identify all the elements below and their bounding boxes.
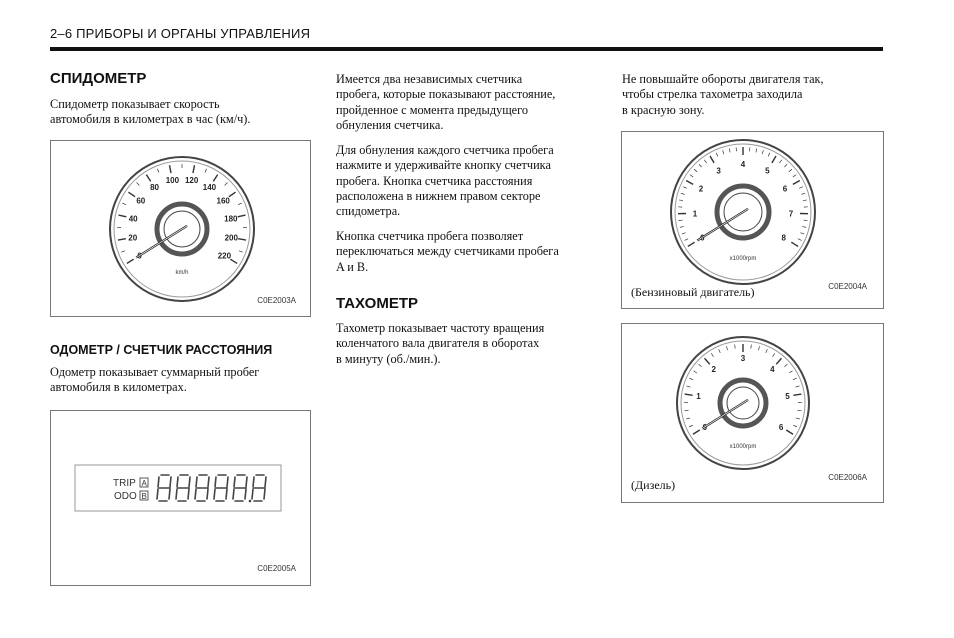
gauge-label: 7 — [788, 209, 794, 219]
figure-caption: (Дизель) — [631, 478, 676, 492]
speedometer-gauge — [51, 141, 310, 316]
gauge-tick — [793, 175, 796, 177]
gauge-tick — [685, 394, 693, 395]
gauge-tick — [690, 175, 693, 177]
gauge-tick — [688, 242, 695, 246]
gauge-tick — [716, 153, 718, 157]
figure-code: C0E2005A — [257, 564, 296, 573]
figure-code: C0E2004A — [828, 282, 867, 291]
gauge-label: 20 — [128, 233, 138, 243]
lcd-digit — [195, 475, 209, 501]
gauge-label: 220 — [217, 251, 232, 261]
gauge-label: 1 — [692, 209, 698, 219]
gauge-tick — [689, 425, 693, 427]
text-line: расположена в нижнем правом секторе — [336, 188, 541, 203]
gauge-tick — [169, 165, 171, 173]
gauge-tick — [686, 418, 690, 419]
gauge-tick — [685, 410, 689, 411]
odometer-figure — [50, 410, 311, 586]
trip-label: TRIP — [113, 478, 136, 489]
tachometer-heading: ТАХОМЕТР — [336, 295, 419, 312]
gauge-tick — [793, 394, 801, 395]
gauge-tick — [693, 430, 700, 434]
gauge-tick — [800, 233, 804, 234]
gauge-tick — [791, 242, 798, 246]
gauge-tick — [719, 349, 721, 353]
gauge-label: 120 — [184, 175, 199, 185]
text-line: Не повышайте обороты двигателя так, — [622, 72, 824, 86]
gauge-label: 100 — [165, 175, 180, 185]
lcd-digit — [157, 475, 171, 501]
gauge-tick — [758, 346, 759, 350]
gauge-tick — [705, 358, 710, 364]
gauge-tick — [802, 226, 806, 227]
gauge-tick — [193, 165, 195, 173]
gauge-tick — [682, 233, 686, 234]
col2-paragraph-1 — [336, 72, 555, 133]
gauge-tick — [803, 220, 807, 221]
text-line: в минуту (об./мин.). — [336, 351, 441, 366]
text-line: переключаться между счетчиками пробега — [336, 244, 559, 259]
text-line: Одометр показывает суммарный пробег — [50, 365, 260, 379]
page-header: 2–6 ПРИБОРЫ И ОРГАНЫ УПРАВЛЕНИЯ — [50, 26, 311, 41]
gauge-label: 60 — [136, 196, 146, 206]
text-line: Имеется два независимых счетчика — [336, 72, 523, 86]
gauge-tick — [766, 349, 768, 353]
gauge-label: 180 — [224, 214, 238, 224]
gauge-unit: x1000rpm — [729, 444, 757, 450]
gauge-tick — [694, 371, 697, 373]
text-line: нажмите и удерживайте кнопку счетчика — [336, 158, 551, 173]
text-line: Кнопка счетчика пробега позволяет — [336, 229, 524, 243]
gauge-label: 4 — [770, 364, 775, 374]
gauge-tick — [796, 386, 800, 387]
gauge-tick — [756, 148, 757, 152]
gauge-tick — [146, 175, 150, 182]
gauge-label: 80 — [150, 183, 160, 193]
tachometer-diesel-figure — [621, 323, 884, 503]
gauge-tick — [803, 200, 807, 201]
gauge-tick — [118, 239, 126, 240]
gauge-label: 5 — [785, 392, 790, 402]
gauge-label: 6 — [782, 184, 788, 194]
text-line: Спидометр показывает скорость — [50, 97, 220, 111]
gauge-label: 1 — [696, 392, 701, 402]
text-line: пробега, которые показывают расстояние, — [336, 87, 556, 102]
gauge-tick — [699, 364, 702, 367]
gauge-tick — [772, 156, 776, 163]
gauge-tick — [687, 386, 691, 387]
gauge-tick — [238, 239, 246, 240]
gauge-unit: km/h — [175, 270, 189, 276]
text-line: пройденное с момента предыдущего — [336, 102, 529, 117]
lcd-digit — [176, 475, 190, 501]
gauge-tick — [683, 187, 687, 189]
tachometer-petrol-figure — [621, 131, 884, 309]
text-line: A и B. — [336, 259, 369, 274]
gauge-tick — [735, 345, 736, 349]
gauge-tick — [679, 200, 683, 201]
odo-label: ODO — [114, 491, 137, 502]
gauge-tick — [726, 346, 727, 350]
gauge-tick — [798, 410, 802, 411]
gauge-label: 160 — [216, 196, 230, 206]
gauge-tick — [121, 251, 125, 252]
gauge-unit: x1000rpm — [729, 256, 757, 262]
figure-code: C0E2003A — [257, 296, 296, 305]
gauge-tick — [723, 150, 724, 154]
text-line: пробега. Кнопка счетчика расстояния — [336, 173, 533, 188]
gauge-tick — [711, 353, 713, 356]
gauge-tick — [137, 183, 140, 186]
gauge-tick — [793, 378, 797, 380]
gauge-tick — [122, 203, 126, 205]
text-line: спидометра. — [336, 204, 401, 219]
text-line: коленчатого вала двигателя в оборотах — [336, 336, 540, 351]
col2-paragraph-2 — [336, 143, 554, 219]
gauge-tick — [686, 180, 693, 184]
gauge-tick — [694, 169, 697, 172]
gauge-label: 2 — [711, 364, 716, 374]
gauge-tick — [128, 192, 135, 197]
gauge-label: 2 — [698, 184, 704, 194]
gauge-tick — [225, 183, 228, 186]
gauge-label: 3 — [716, 166, 721, 176]
gauge-tick — [689, 378, 693, 380]
odometer-text — [50, 365, 259, 396]
gauge-tick — [699, 164, 702, 167]
gauge-tick — [127, 259, 134, 263]
gauge-tick — [784, 164, 787, 167]
gauge-tick — [796, 418, 800, 419]
text-line: Тахометр показывает частоту вращения — [336, 321, 545, 335]
gauge-tick — [801, 193, 805, 194]
gauge-tick — [704, 160, 706, 163]
trip-b-label: B — [141, 492, 147, 501]
col2-paragraph-3 — [336, 229, 559, 275]
speedometer-text — [50, 97, 250, 128]
text-line: обнуления счетчика. — [336, 117, 444, 132]
gauge-tick — [789, 371, 792, 373]
gauge-label: 140 — [202, 183, 217, 193]
gauge-tick — [773, 353, 775, 356]
gauge-tick — [681, 193, 685, 194]
odometer-heading: ОДОМЕТР / СЧЕТЧИК РАССТОЯНИЯ — [50, 343, 273, 357]
gauge-label: 6 — [778, 422, 784, 432]
gauge-tick — [710, 156, 714, 163]
gauge-tick — [784, 364, 787, 367]
gauge-tick — [238, 215, 246, 217]
speedometer-figure — [50, 140, 311, 317]
gauge-tick — [238, 203, 242, 205]
lcd-digit — [214, 475, 228, 501]
gauge-label: 4 — [740, 160, 746, 169]
gauge-tick — [729, 148, 730, 152]
gauge-tick — [793, 425, 797, 427]
gauge-tick — [793, 180, 800, 184]
gauge-tick — [798, 239, 802, 241]
gauge-tick — [768, 153, 770, 157]
tachometer-text — [336, 321, 544, 367]
text-line: Для обнуления каждого счетчика пробега — [336, 143, 554, 157]
odometer-display — [51, 411, 310, 585]
figure-caption: (Бензиновый двигатель) — [631, 285, 755, 299]
gauge-tick — [680, 226, 684, 227]
speedometer-heading: СПИДОМЕТР — [50, 70, 147, 87]
text-line: в красную зону. — [622, 102, 705, 117]
trip-a-label: A — [141, 479, 147, 488]
gauge-tick — [230, 259, 237, 263]
header-rule — [50, 47, 883, 51]
gauge-label: 40 — [128, 214, 138, 224]
gauge-tick — [157, 169, 159, 173]
gauge-label: 5 — [765, 166, 770, 176]
gauge-tick — [799, 187, 803, 189]
gauge-tick — [786, 430, 793, 434]
lcd-digit — [233, 475, 251, 502]
gauge-tick — [679, 220, 683, 221]
gauge-label: 200 — [224, 233, 238, 243]
lcd-digits — [157, 475, 266, 502]
gauge-tick — [685, 239, 689, 241]
gauge-tick — [789, 169, 792, 172]
lcd-digit — [252, 475, 266, 501]
gauge-tick — [213, 175, 217, 182]
gauge-tick — [776, 358, 781, 364]
gauge-tick — [779, 160, 781, 163]
gauge-label: 8 — [781, 233, 786, 243]
gauge-tick — [762, 150, 763, 154]
text-line: автомобиля в километрах. — [50, 380, 187, 395]
gauge-tick — [239, 251, 243, 252]
figure-code: C0E2006A — [828, 473, 867, 482]
gauge-tick — [205, 169, 207, 173]
gauge-tick — [119, 215, 127, 217]
gauge-tick — [751, 345, 752, 349]
text-line: автомобиля в километрах в час (км/ч). — [50, 112, 251, 127]
text-line: чтобы стрелка тахометра заходила — [622, 87, 803, 102]
rpm-warning-text — [622, 72, 824, 118]
gauge-tick — [229, 192, 236, 197]
decimal-point — [249, 500, 252, 503]
gauge-label: 3 — [740, 354, 746, 363]
